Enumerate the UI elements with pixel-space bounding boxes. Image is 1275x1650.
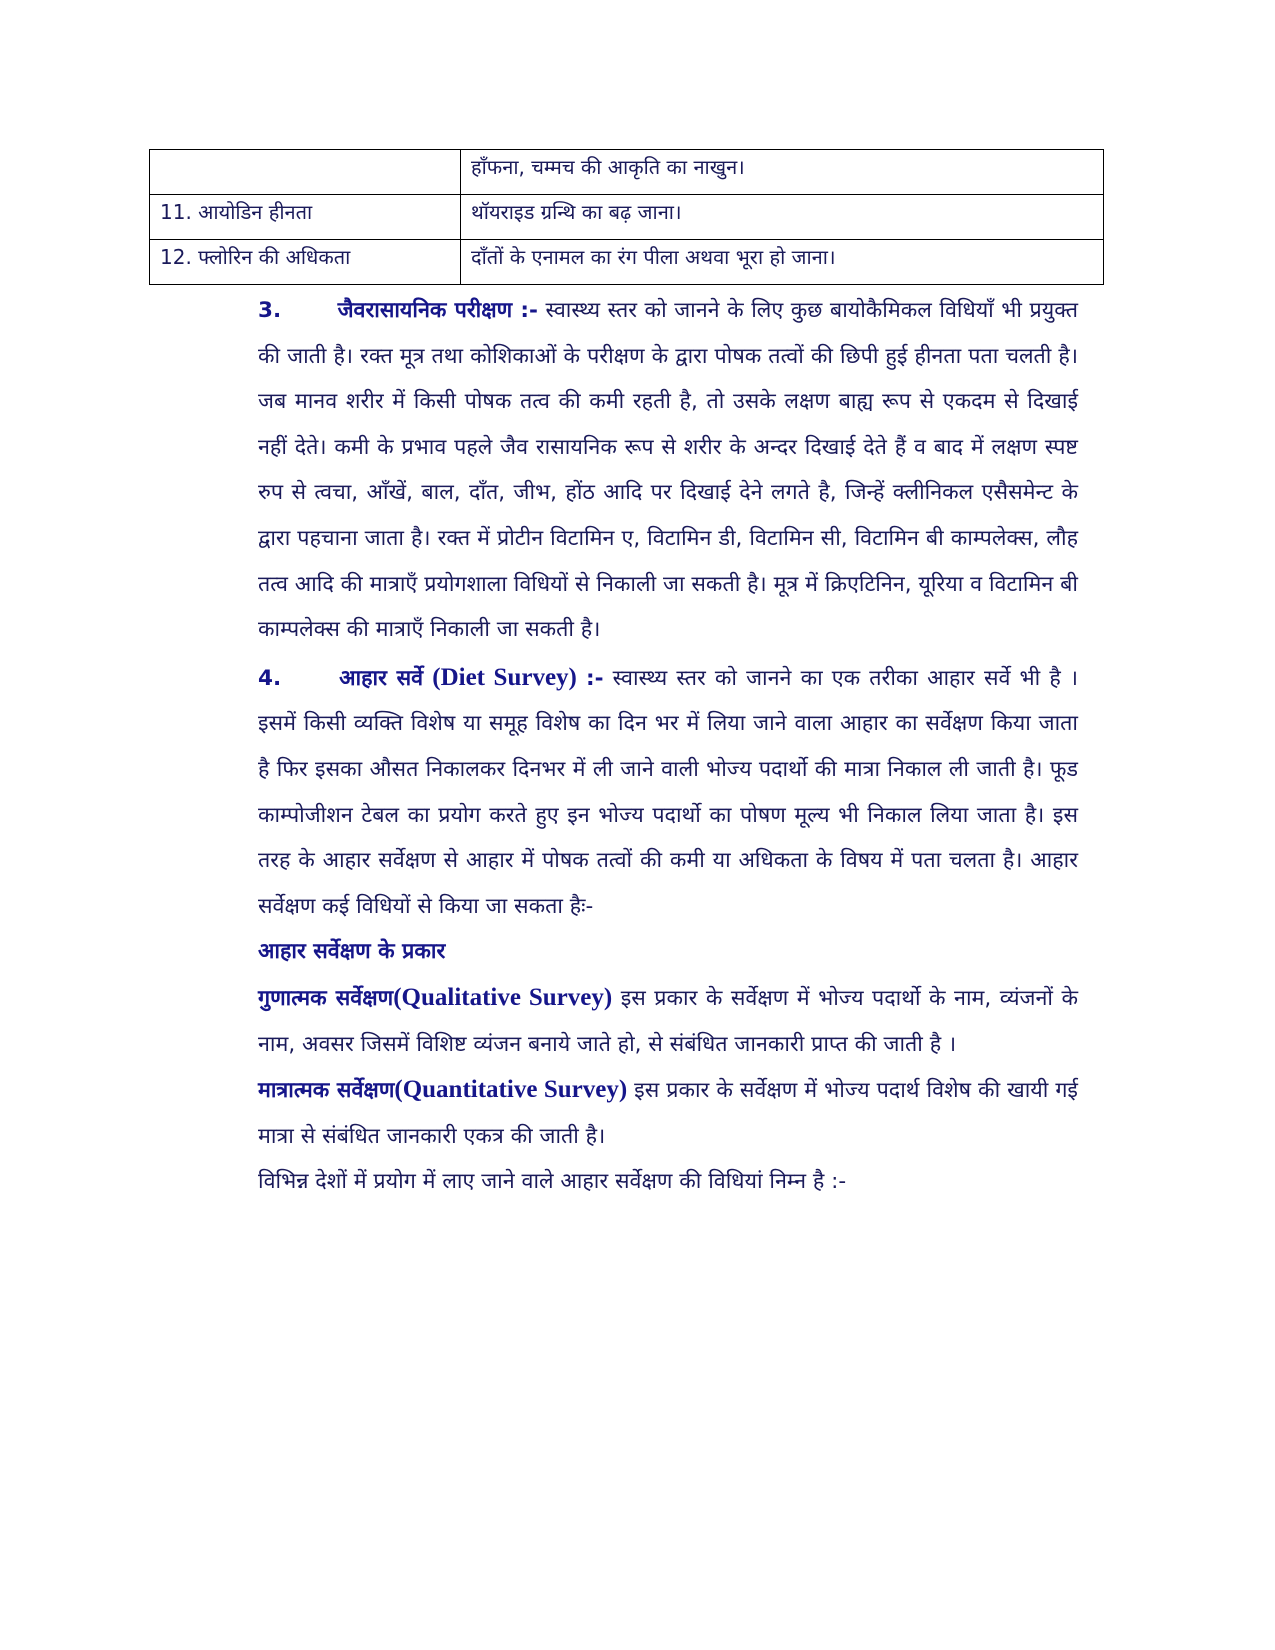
qualitative-label-english: (Qualitative Survey) <box>393 983 613 1011</box>
table-cell-deficiency <box>150 150 461 195</box>
table-cell-symptom: दाँतों के एनामल का रंग पीला अथवा भूरा हो जाना। <box>461 240 1104 285</box>
table-cell-deficiency: 12. फ्लोरिन की अधिकता <box>150 240 461 285</box>
table-row <box>150 195 1104 240</box>
qualitative-label: गुणात्मक सर्वेक्षण <box>258 985 394 1011</box>
quantitative-label: मात्रात्मक सर्वेक्षण <box>258 1078 395 1104</box>
quantitative-body: इस प्रकार के सर्वेक्षण में भोज्य पदार्थ विशेष की खायी गई मात्रा से संबंधित जानकारी एकत्र की जाती है। <box>258 1078 1078 1149</box>
table-cell-symptom: हाँफना, चम्मच की आकृति का नाखुन। <box>461 150 1104 195</box>
table-row <box>150 150 1104 195</box>
qualitative-survey-paragraph <box>258 975 1078 1067</box>
table-cell-symptom: थॉयराइड ग्रन्थि का बढ़ जाना। <box>461 195 1104 240</box>
closing-line: विभिन्न देशों में प्रयोग में लाए जाने वाले आहार सर्वेक्षण की विधियां निम्न है :- <box>258 1169 847 1195</box>
table-row <box>150 240 1104 285</box>
deficiency-symptom-table <box>149 149 1104 285</box>
section-biochemical <box>258 288 1078 653</box>
main-text <box>258 288 1078 1205</box>
quantitative-label-english: (Quantitative Survey) <box>394 1076 628 1104</box>
quantitative-survey-paragraph <box>258 1067 1078 1159</box>
section-heading-english: (Diet Survey) <box>432 663 577 691</box>
section-diet-survey <box>258 655 1078 930</box>
section-heading: जैवरासायनिक परीक्षण :- <box>337 298 538 323</box>
table-cell-deficiency: 11. आयोडिन हीनता <box>150 195 461 240</box>
qualitative-body: इस प्रकार के सर्वेक्षण में भोज्य पदार्थो के नाम, व्यंजनों के नाम, अवसर जिसमें विशिष्ट व्यंजन बनाये जाते हो, से संबंधित जानकारी प्राप्त की जाती है । <box>258 985 1078 1057</box>
section-body: स्वास्थ्य स्तर को जानने का एक तरीका आहार सर्वे भी है । इसमें किसी व्यक्ति विशेष या समूह विशेष का दिन भर में लिया जाने वाला आहार का सर्वेक्षण किया जाता है फिर इसका औसत निकालकर दिनभर में ली जाने वाली भोज्य पदार्थो की मात्रा निकाल ली जाती है। फूड काम्पोजीशन टेबल का प्रयोग करते हुए इन भोज्य पदार्थो का पोषण मूल्य भी निकाल लिया जाता है। इस तरह के आहार सर्वेक्षण से आहार में पोषक तत्वों की कमी या अधिकता के विषय में पता चलता है। आहार सर्वेक्षण कई विधियों से किया जा सकता हैः- <box>258 665 1079 919</box>
section-number: 3. <box>258 298 282 323</box>
section-heading-separator: :- <box>586 665 604 691</box>
survey-types-heading: आहार सर्वेक्षण के प्रकार <box>258 939 446 965</box>
section-body: स्वास्थ्य स्तर को जानने के लिए कुछ बायोकैमिकल विधियाँ भी प्रयुक्त की जाती है। रक्त मूत्र तथा कोशिकाओं के परीक्षण के द्वारा पोषक तत्वों की छिपी हुई हीनता पता चलती है। जब मानव शरीर में किसी पोषक तत्व की कमी रहती है, तो उसके लक्षण बाह्य रूप से एकदम से दिखाई नहीं देते। कमी के प्रभाव पहले जैव रासायनिक रूप से शरीर के अन्दर दिखाई देते हैं व बाद में लक्षण स्पष्ट रुप से त्वचा, आँखें, बाल, दाँत, जीभ, होंठ आदि पर दिखाई देने लगते है, जिन्हें क्लीनिकल एसैसमेन्ट के द्वारा पहचाना जाता है। रक्त में प्रोटीन विटामिन ए, विटामिन डी, विटामिन सी, विटामिन बी काम्पलेक्स, लौह तत्व आदि की मात्राएँ प्रयोगशाला विधियों से निकाली जा सकती है। मूत्र में क्रिएटिनिन, यूरिया व विटामिन बी काम्पलेक्स की मात्राएँ निकाली जा सकती है। <box>258 298 1078 643</box>
section-number: 4. <box>258 665 282 691</box>
section-heading: आहार सर्वे <box>339 665 424 691</box>
